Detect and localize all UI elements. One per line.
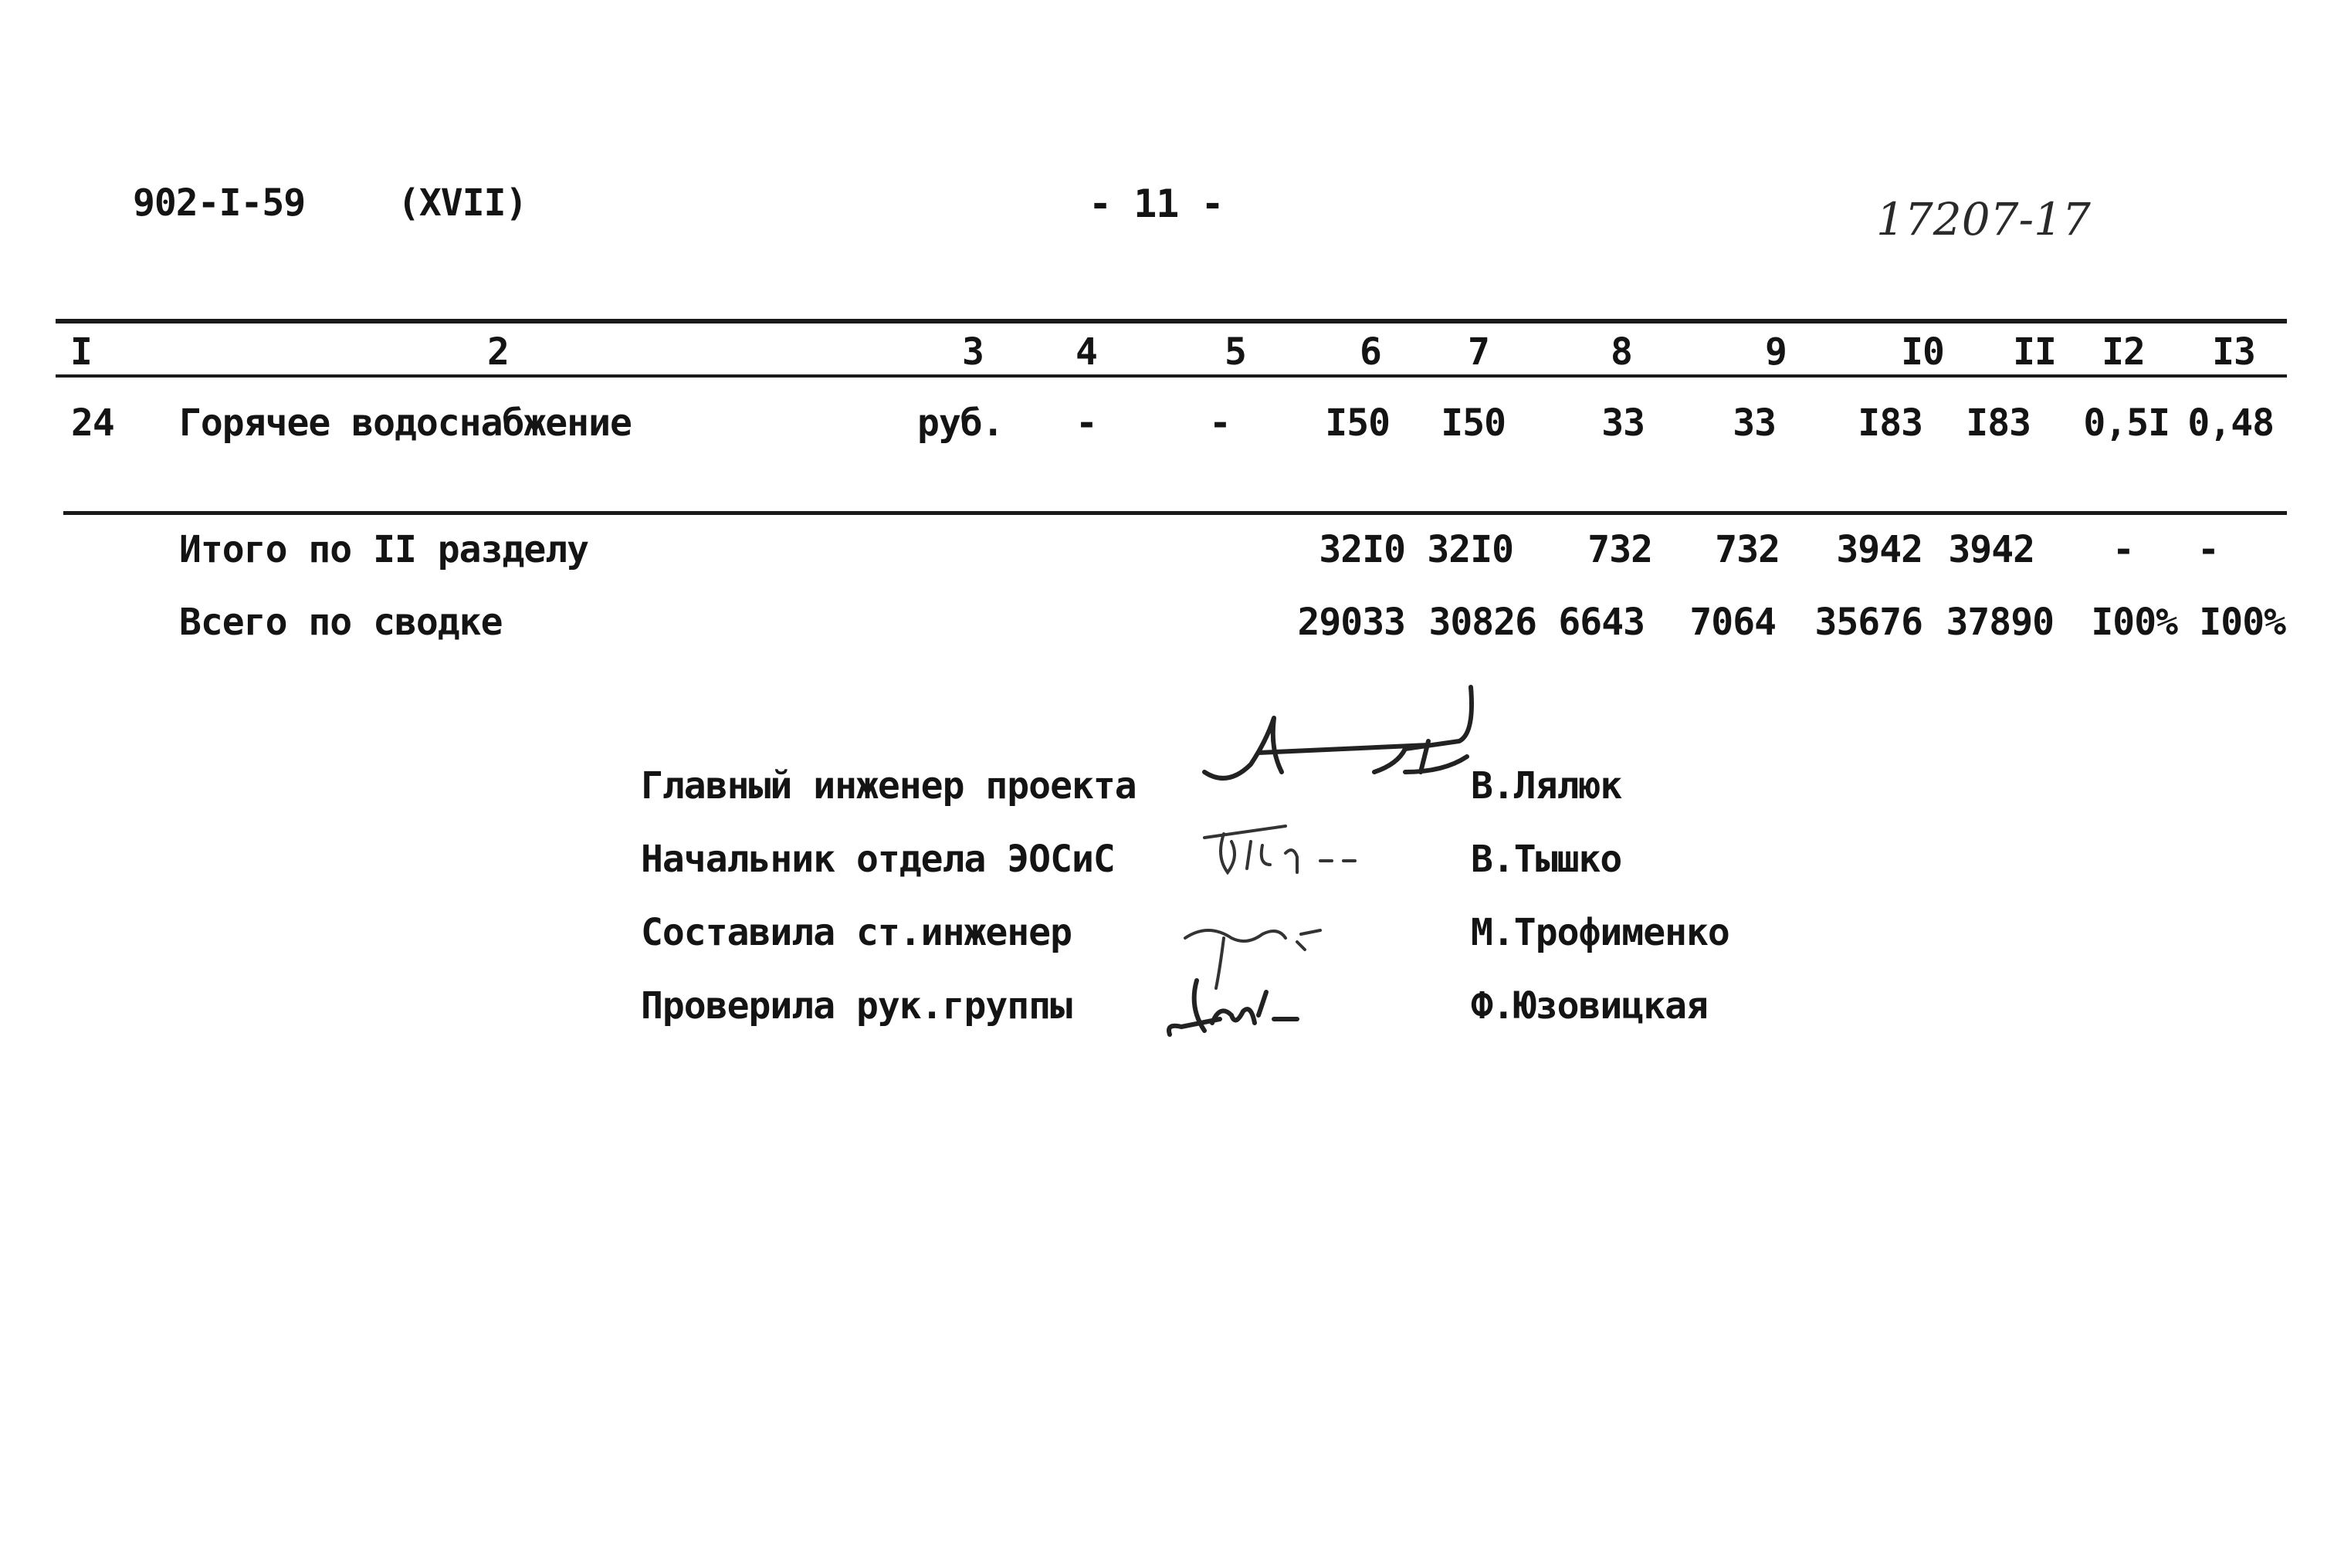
total-cell: 29033: [1297, 601, 1405, 644]
subtotal-cell: 732: [1587, 528, 1652, 571]
row-cell: I50: [1325, 401, 1390, 445]
signer-role: Главный инженер проекта: [641, 764, 1137, 808]
total-cell: 35676: [1814, 601, 1922, 644]
row-cell: 33: [1601, 401, 1645, 445]
document-part: (XVII): [398, 181, 527, 225]
subtotal-cell: 732: [1715, 528, 1780, 571]
row-cell: 0,48: [2187, 401, 2274, 445]
column-number: 4: [1076, 330, 1097, 374]
row-cell: I50: [1441, 401, 1506, 445]
signer-role: Начальник отдела ЭОСиС: [641, 838, 1115, 881]
column-number: 6: [1360, 330, 1381, 374]
signer-role: Проверила рук.группы: [641, 984, 1072, 1028]
row-cell: -: [1209, 401, 1231, 445]
row-unit: руб.: [917, 401, 1004, 445]
row-cell: 0,5I: [2083, 401, 2170, 445]
row-name: Горячее водоснабжение: [179, 401, 632, 445]
total-cell: 6643: [1558, 601, 1645, 644]
row-cell: -: [1076, 401, 1097, 445]
document-code: 902-I-59: [133, 181, 306, 225]
page-number: - 11 -: [1089, 181, 1224, 226]
column-number: I0: [1901, 330, 1944, 374]
column-number: 8: [1611, 330, 1632, 374]
subtotal-cell: 3942: [1836, 528, 1922, 571]
signer-name: В.Лялюк: [1471, 764, 1622, 808]
subtotal-cell: 32I0: [1319, 528, 1405, 571]
column-number: 7: [1468, 330, 1489, 374]
signer-name: В.Тышко: [1471, 838, 1622, 881]
row-bottom-rule: [63, 511, 2287, 515]
subtotal-cell: -: [2112, 528, 2134, 571]
handwritten-signature: [1158, 969, 1313, 1042]
row-cell: I83: [1966, 401, 2031, 445]
header-bottom-rule: [56, 374, 2287, 378]
subtotal-label: Итого по II разделу: [179, 528, 589, 571]
column-number: II: [2013, 330, 2056, 374]
table-top-rule: [56, 319, 2287, 323]
row-cell: I83: [1858, 401, 1922, 445]
column-number: I: [70, 330, 92, 374]
subtotal-cell: -: [2197, 528, 2219, 571]
signer-name: М.Трофименко: [1471, 911, 1729, 954]
row-number: 24: [71, 401, 114, 445]
total-cell: I00%: [2199, 601, 2285, 644]
column-number: I3: [2212, 330, 2255, 374]
row-cell: 33: [1733, 401, 1776, 445]
column-number: 3: [962, 330, 984, 374]
column-number: 2: [487, 330, 509, 374]
total-cell: 30826: [1428, 601, 1536, 644]
total-cell: 7064: [1689, 601, 1776, 644]
total-cell: 37890: [1946, 601, 2054, 644]
subtotal-cell: 3942: [1948, 528, 2034, 571]
total-label: Всего по сводке: [179, 601, 503, 644]
column-number: 9: [1765, 330, 1787, 374]
signer-role: Составила ст.инженер: [641, 911, 1072, 954]
column-number: 5: [1225, 330, 1246, 374]
total-cell: I00%: [2091, 601, 2177, 644]
subtotal-cell: 32I0: [1427, 528, 1513, 571]
archive-number: 17207-17: [1876, 193, 2091, 246]
signer-name: Ф.Юзовицкая: [1471, 984, 1708, 1028]
handwritten-signature: [1193, 811, 1370, 880]
handwritten-signature: [1197, 679, 1490, 795]
column-number: I2: [2102, 330, 2145, 374]
